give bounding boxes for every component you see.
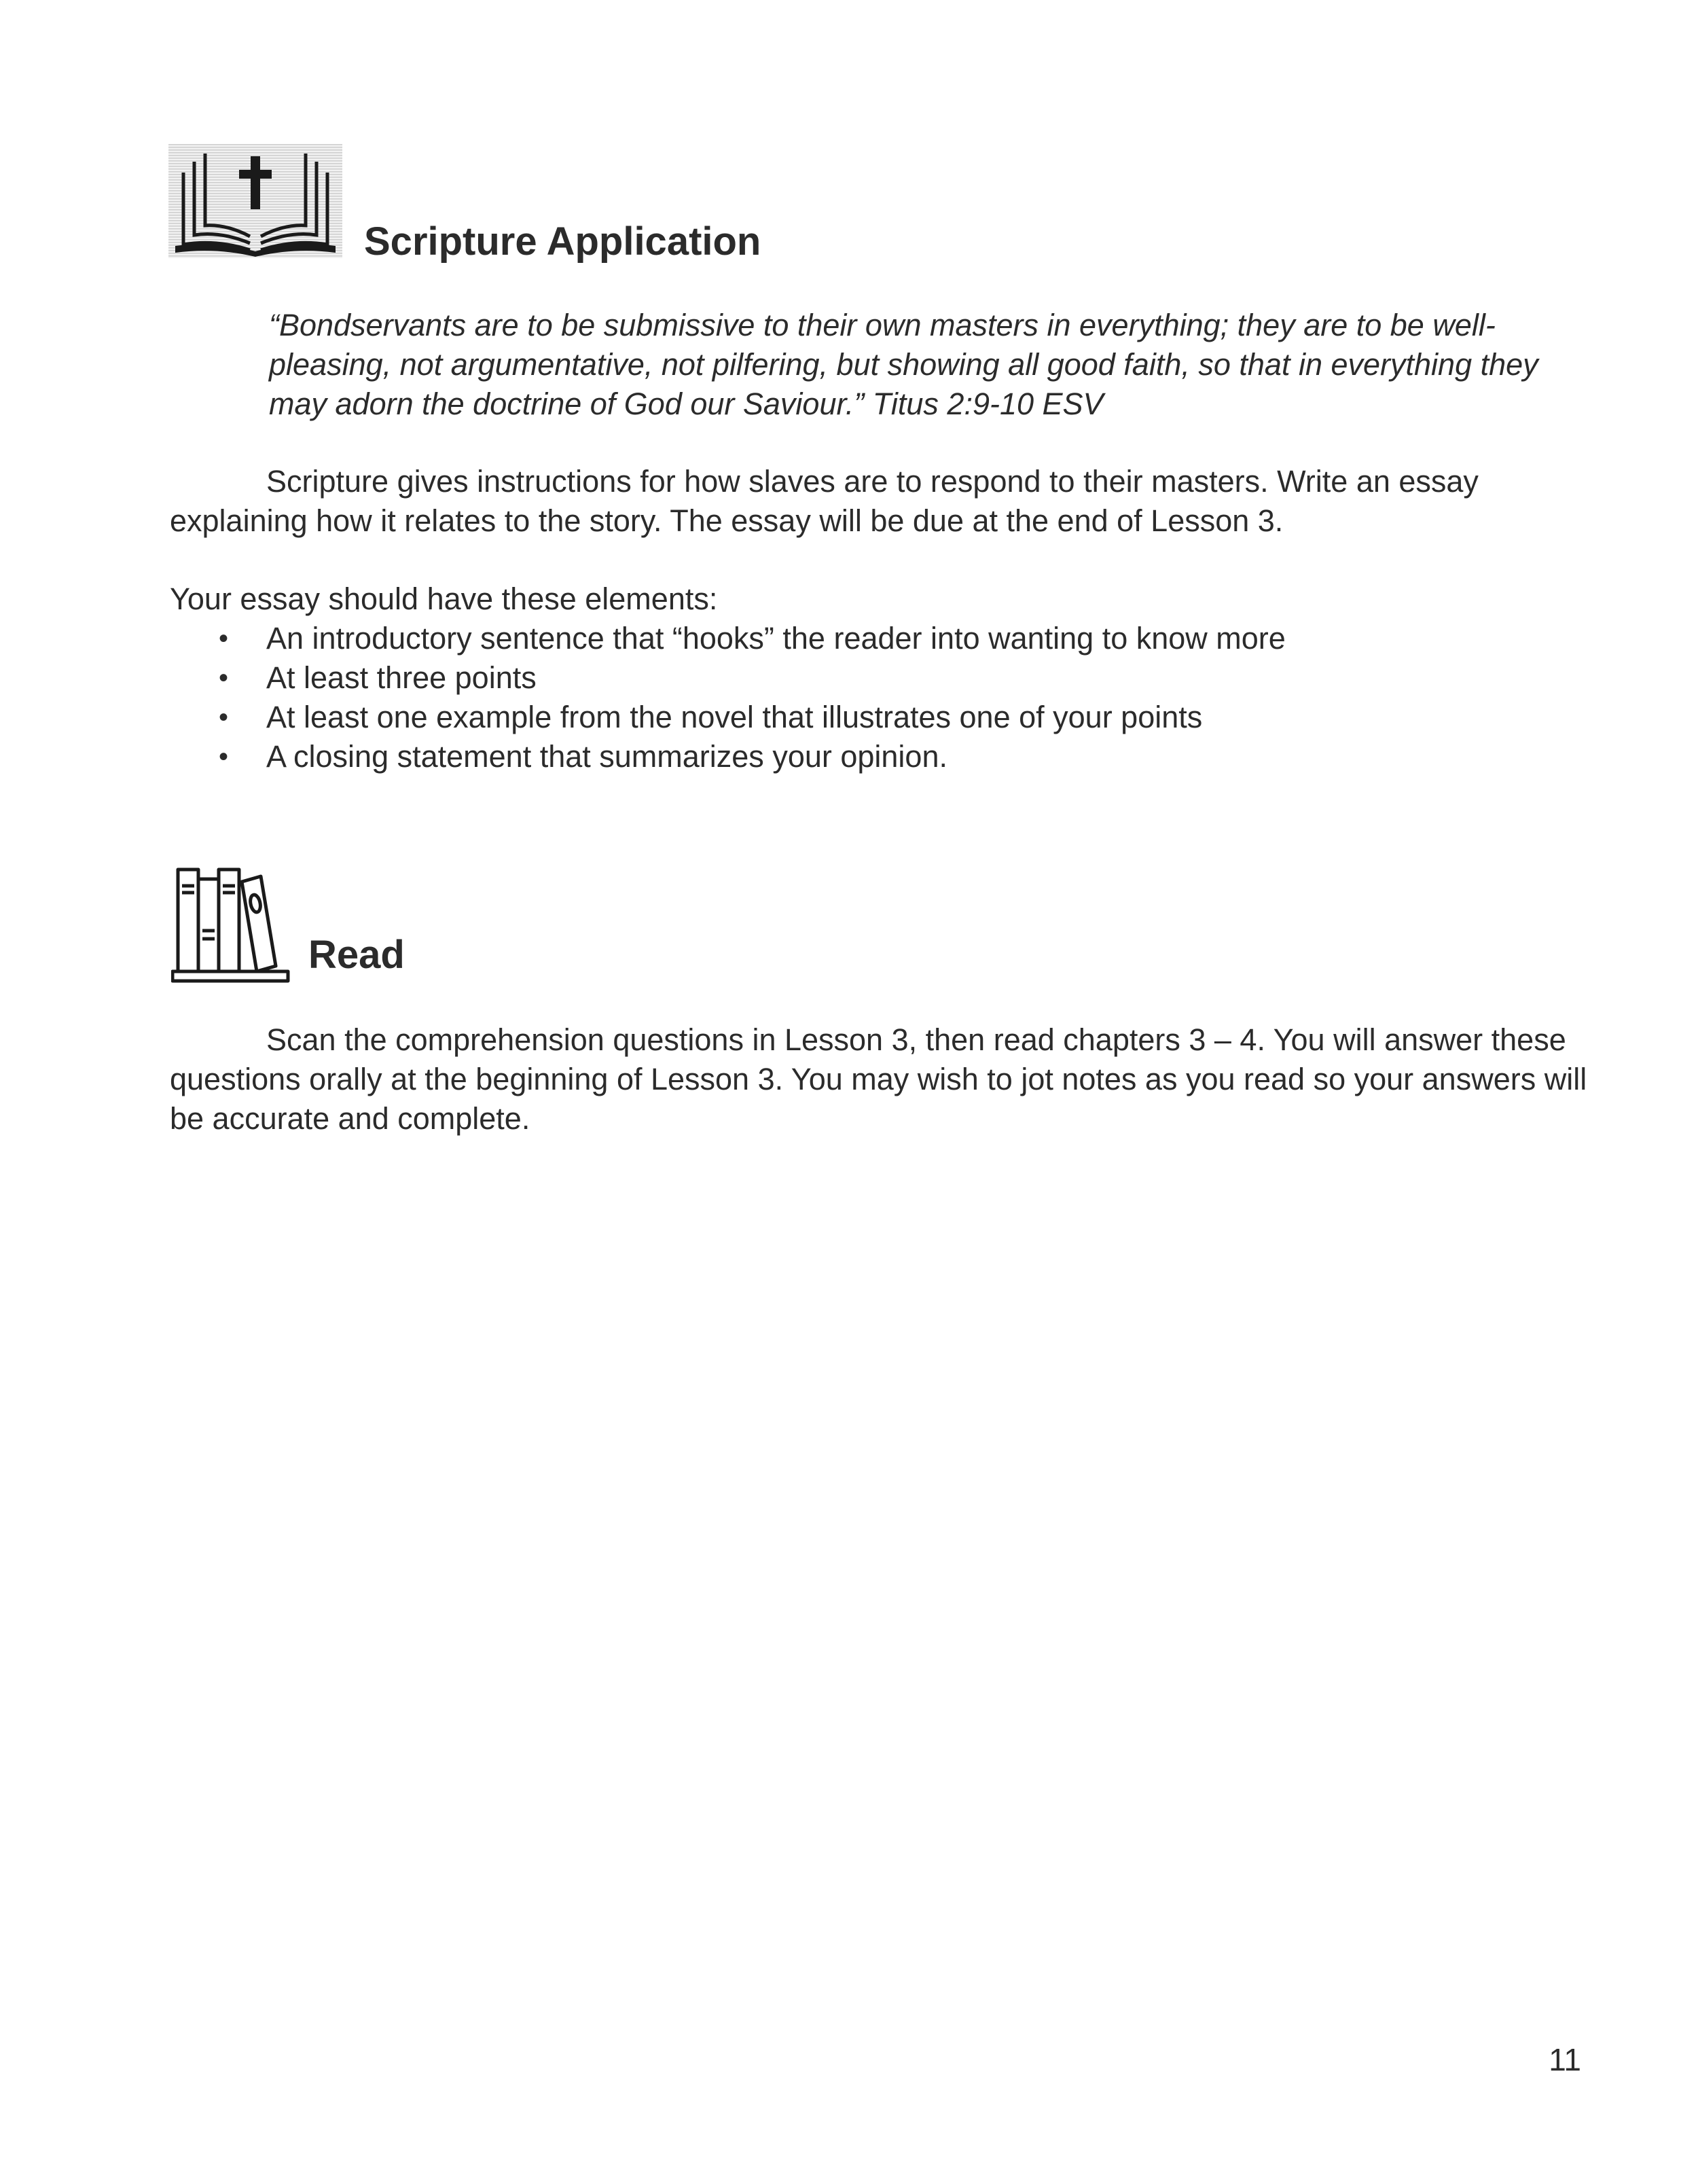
list-item-text: At least one example from the novel that illustrates one of your points [266,700,1203,734]
section-heading-read: Read [308,933,405,977]
scripture-quote: “Bondservants are to be submissive to their own masters in everything; they are to be well-pleasing, not argumentative, not pilfering, but showing all good faith, so that in everything they may adorn the doctrine of God our Saviour.” Titus 2:9-10 ESV [269,308,1538,421]
bullet: • [219,742,229,772]
scripture-instructions-paragraph: Scripture gives instructions for how slaves are to respond to their masters. Write an essay explaining how it relates to the story. The essay will be due at the end of Lesson 3. [170,464,1479,538]
list-item [170,658,1286,698]
list-item [170,737,1286,776]
bullet: • [219,702,229,732]
read-instructions-paragraph: Scan the comprehension questions in Lesson 3, then read chapters 3 – 4. You will answer these questions orally at the beginning of Lesson 3. You may wish to jot notes as you read so your answers will be accurate and complete. [170,1022,1587,1136]
books-on-shelf-icon [171,863,291,985]
list-item [170,619,1286,658]
open-bible-cross-icon [168,144,342,258]
list-item-text: An introductory sentence that “hooks” the reader into wanting to know more [266,621,1286,656]
list-item-text: At least three points [266,660,537,695]
list-item-text: A closing statement that summarizes your opinion. [266,739,947,774]
page-number: 11 [1549,2042,1581,2077]
bullet: • [219,663,229,693]
elements-intro: Your essay should have these elements: [170,581,718,616]
bullet: • [219,624,229,654]
list-item [170,698,1286,737]
section-heading-scripture-application: Scripture Application [364,219,761,264]
essay-elements-list [170,619,1286,776]
